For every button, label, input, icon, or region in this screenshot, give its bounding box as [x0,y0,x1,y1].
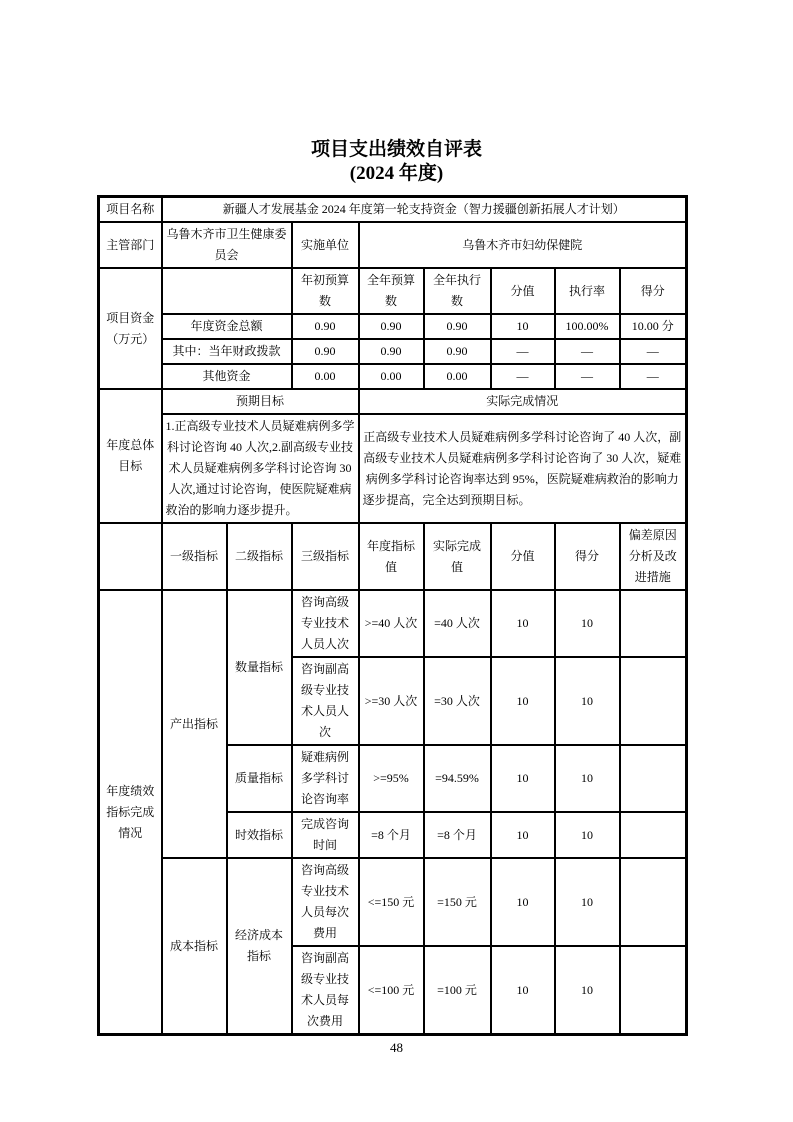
indicator-score: 10 [555,812,620,858]
indicator-l3: 咨询副高级专业技术人员每次费用 [292,946,359,1035]
indicator-header-level1: 一级指标 [162,523,227,590]
indicator-l3: 完成咨询时间 [292,812,359,858]
indicator-target: <=150 元 [359,858,424,946]
unit-value: 乌鲁木齐市妇幼保健院 [359,222,687,268]
actual-completion-text: 正高级专业技术人员疑难病例多学科讨论咨询了 40 人次，副高级专业技术人员疑难病例多学科讨论咨询了 30 人次，疑难病例多学科讨论咨询率达到 95%，医院疑难病救治的影响力逐步提高，完全达到预期目标。 [359,414,687,523]
indicator-actual: =94.59% [424,745,491,812]
page-subtitle: (2024 年度) [349,163,444,184]
funds-total-budget: 0.90 [359,314,424,339]
funds-header-annual-execution: 全年执行数 [424,268,491,314]
funds-header-annual-budget: 全年预算数 [359,268,424,314]
funds-total-score: 10.00 分 [620,314,687,339]
funds-total-label: 年度资金总额 [162,314,292,339]
expected-goal-text: 1.正高级专业技术人员疑难病例多学科讨论咨询 40 人次,2.副高级专业技术人员疑难病例多学科讨论咨询 30 人次,通过讨论咨询，使医院疑难病救治的影响力逐步提升。 [162,414,359,523]
level2-quantity-indicator: 数量指标 [227,590,292,745]
actual-completion-header: 实际完成情况 [359,389,687,414]
funds-empty-cell [162,268,292,314]
level1-output-indicator: 产出指标 [162,590,227,858]
level2-economic-cost-indicator: 经济成本指标 [227,858,292,1035]
indicator-header-level3: 三级指标 [292,523,359,590]
table-row [99,590,687,657]
indicator-header-empty-cell [99,523,162,590]
indicator-target: >=95% [359,745,424,812]
indicator-weight: 10 [491,812,555,858]
indicator-header-target: 年度指标值 [359,523,424,590]
level1-cost-indicator: 成本指标 [162,858,227,1035]
table-row [99,364,687,389]
indicator-header-weight: 分值 [491,523,555,590]
indicator-deviation-cell [620,812,687,858]
indicator-score: 10 [555,590,620,657]
indicator-actual: =150 元 [424,858,491,946]
annual-goal-row-label: 年度总体目标 [99,389,162,523]
funds-header-score: 得分 [620,268,687,314]
expected-goal-header: 预期目标 [162,389,359,414]
indicator-score: 10 [555,657,620,745]
funds-other-label: 其他资金 [162,364,292,389]
table-row [99,339,687,364]
indicator-header-actual: 实际完成值 [424,523,491,590]
indicator-actual: =100 元 [424,946,491,1035]
indicator-target: >=30 人次 [359,657,424,745]
funds-other-weight: — [491,364,555,389]
indicator-actual: =40 人次 [424,590,491,657]
indicator-l3: 咨询高级专业技术人员每次费用 [292,858,359,946]
indicator-deviation-cell [620,745,687,812]
indicator-weight: 10 [491,657,555,745]
funds-total-rate: 100.00% [555,314,620,339]
unit-label: 实施单位 [292,222,359,268]
indicator-deviation-cell [620,946,687,1035]
project-name-label: 项目名称 [99,197,162,223]
indicator-score: 10 [555,946,620,1035]
indicators-row-label: 年度绩效指标完成情况 [99,590,162,1035]
indicator-weight: 10 [491,745,555,812]
indicator-deviation-cell [620,657,687,745]
funds-other-execution: 0.00 [424,364,491,389]
funds-header-score-weight: 分值 [491,268,555,314]
table-row [99,523,687,590]
self-evaluation-table [97,195,688,1036]
indicator-header-score: 得分 [555,523,620,590]
table-row [99,222,687,268]
table-row [99,858,687,946]
indicator-weight: 10 [491,858,555,946]
level2-quality-indicator: 质量指标 [227,745,292,812]
funds-fiscal-execution: 0.90 [424,339,491,364]
dept-value: 乌鲁木齐市卫生健康委员会 [162,222,292,268]
funds-fiscal-weight: — [491,339,555,364]
funds-total-execution: 0.90 [424,314,491,339]
table-row [99,268,687,314]
table-row [99,414,687,523]
indicator-header-level2: 二级指标 [227,523,292,590]
table-row [99,389,687,414]
indicator-deviation-cell [620,590,687,657]
indicator-target: >=40 人次 [359,590,424,657]
indicator-target: =8 个月 [359,812,424,858]
page-number: 48 [390,1040,403,1055]
funds-total-weight: 10 [491,314,555,339]
dept-label: 主管部门 [99,222,162,268]
table-row [99,314,687,339]
funds-total-initial: 0.90 [292,314,359,339]
funds-fiscal-score: — [620,339,687,364]
indicator-l3: 咨询高级专业技术人员人次 [292,590,359,657]
funds-fiscal-label: 其中：当年财政拨款 [162,339,292,364]
indicator-l3: 咨询副高级专业技术人员人次 [292,657,359,745]
indicator-header-deviation: 偏差原因分析及改进措施 [620,523,687,590]
funds-other-rate: — [555,364,620,389]
funds-header-execution-rate: 执行率 [555,268,620,314]
indicator-target: <=100 元 [359,946,424,1035]
indicator-actual: =8 个月 [424,812,491,858]
level2-timeliness-indicator: 时效指标 [227,812,292,858]
funds-header-initial-budget: 年初预算数 [292,268,359,314]
indicator-weight: 10 [491,590,555,657]
table-row [99,197,687,223]
indicator-l3: 疑难病例多学科讨论咨询率 [292,745,359,812]
funds-other-score: — [620,364,687,389]
indicator-score: 10 [555,858,620,946]
page-title: 项目支出绩效自评表 [310,139,482,160]
funds-other-initial: 0.00 [292,364,359,389]
funds-fiscal-budget: 0.90 [359,339,424,364]
funds-row-label: 项目资金（万元） [99,268,162,389]
funds-other-budget: 0.00 [359,364,424,389]
funds-fiscal-rate: — [555,339,620,364]
indicator-score: 10 [555,745,620,812]
indicator-actual: =30 人次 [424,657,491,745]
funds-fiscal-initial: 0.90 [292,339,359,364]
project-name-value: 新疆人才发展基金 2024 年度第一轮支持资金（智力援疆创新拓展人才计划） [162,197,687,223]
indicator-deviation-cell [620,858,687,946]
indicator-weight: 10 [491,946,555,1035]
